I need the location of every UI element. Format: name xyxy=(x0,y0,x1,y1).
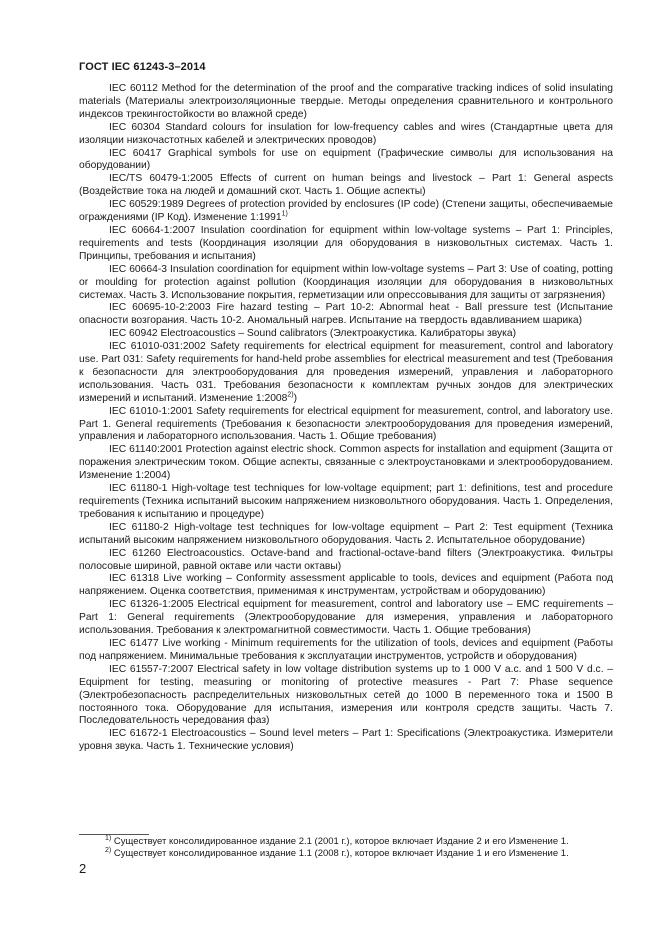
references-list xyxy=(79,83,613,754)
footnote-item: $^{2)}$ Существует консолидированное издание 1.1 (2008 г.), которое включает Издание 1 и его Изменение 1. xyxy=(105,846,569,859)
footnote-mark: 2) xyxy=(105,846,112,854)
reference-item: IEC 61180-1 High-voltage test techniques for low-voltage equipment; part 1: definitions, test and procedure requirements (Техника испытаний высоким напряжением низковольтного оборудования. Часть 1. Определения, требования к испытанию и процедуре) xyxy=(79,483,613,520)
reference-item: IEC 60695-10-2:2003 Fire hazard testing – Part 10-2: Abnormal heat - Ball pressure test (Испытание опасности возгорания. Часть 10-2. Аномальный нагрев. Испытание на твердость вдавливанием шарика) xyxy=(79,302,613,327)
page-number: 2 xyxy=(79,861,87,876)
reference-item: IEC 60417 Graphical symbols for use on equipment (Графические символы для использования на оборудовании) xyxy=(79,147,613,172)
footnote-ref: 1) xyxy=(281,210,288,218)
reference-item: IEC 60664-1:2007 Insulation coordination for equipment within low-voltage systems – Part 1: Principles, requirements and tests (Координация изоляции для оборудования в низковольтных системах. Часть 1. Принципы, требования и испытания) xyxy=(79,224,613,262)
reference-item: IEC 60529:1989 Degrees of protection provided by enclosures (IP code) (Степени защиты, обеспечиваемые ограждениями (IP Код). Изменение 1:1991$^{1)}$ xyxy=(79,199,613,224)
footnote-ref: 2) xyxy=(287,391,294,399)
reference-item: IEC 61326-1:2005 Electrical equipment for measurement, control and laboratory use – EMC requirements – Part 1: General requirements (Электрооборудование для измерения, управления и лабораторного использования. Требования к электромагнитной совместимости. Часть 1. Общие требования) xyxy=(79,599,613,637)
reference-item: IEC 60942 Electroacoustics – Sound calibrators (Электроакустика. Калибраторы звука) xyxy=(109,328,517,340)
reference-item: IEC 61672-1 Electroacoustics – Sound level meters – Part 1: Specifications (Электроакустика. Измерители уровня звука. Часть 1. Технические условия) xyxy=(79,728,613,753)
reference-item: IEC 61260 Electroacoustics. Octave-band and fractional-octave-band filters (Электроакустика. Фильтры полосовые шириной, равной октаве или части октавы) xyxy=(79,547,613,572)
reference-item: IEC 61140:2001 Protection against electric shock. Common aspects for installation and equipment (Защита от поражения электрическим током. Общие аспекты, связанные с электроустановками и электрооборудованием. Изменение 1:2004) xyxy=(79,444,613,482)
reference-item: IEC 61477 Live working - Minimum requirements for the utilization of tools, devices and equipment (Работы под напряжением. Минимальные требования к эксплуатации инструментов, устройств и оборудования) xyxy=(79,637,613,662)
reference-item: IEC/TS 60479-1:2005 Effects of current on human beings and livestock – Part 1: General aspects (Воздействие тока на людей и домашний скот. Часть 1. Общие аспекты) xyxy=(79,173,613,198)
reference-item: IEC 60304 Standard colours for insulation for low-frequency cables and wires (Стандартные цвета для изоляции низкочастотных кабелей и электрических проводов) xyxy=(79,121,613,146)
footnote-item: $^{1)}$ Существует консолидированное издание 2.1 (2001 г.), которое включает Издание 2 и его Изменение 1. xyxy=(105,834,569,847)
reference-item: IEC 61180-2 High-voltage test techniques for low-voltage equipment – Part 2: Test equipment (Техника испытаний высоким напряжением низковольтного оборудования. Часть 2. Испытательное оборудование) xyxy=(79,521,613,546)
footnotes xyxy=(79,836,613,860)
reference-item: IEC 60112 Method for the determination of the proof and the comparative tracking indices of solid insulating materials (Материалы электроизоляционные твердые. Методы определения сравнительного и контрольного индексов трекингостойкости во влажной среде) xyxy=(79,83,613,120)
footnote-mark: 1) xyxy=(105,834,112,842)
footnote-divider xyxy=(79,834,149,835)
reference-item: IEC 61318 Live working – Conformity assessment applicable to tools, devices and equipment (Работа под напряжением. Оценка соответствия, применимая к инструментам, устройствам и оборудованию) xyxy=(79,573,613,598)
document-header: ГОСТ IEC 61243-3–2014 xyxy=(79,61,206,73)
reference-item: IEC 61557-7:2007 Electrical safety in low voltage distribution systems up to 1 000 V a.c. and 1 500 V d.c. – Equipment for testing, measuring or monitoring of protective measures - Part 7: Phase sequence (Электробезопасность распределительных низковольтных сетей до 1000 В переменного тока и 1500 В постоянного тока. Оборудование для испытания, измерения или контроля средств защиты. Часть 7. Последовательность чередования фаз) xyxy=(79,663,613,727)
reference-item: IEC 61010-1:2001 Safety requirements for electrical equipment for measurement, control, and laboratory use. Part 1. General requirements (Требования к безопасности электрооборудования для проведения измерений, управления и лабораторного использования. Часть 1. Общие требования) xyxy=(79,405,613,443)
reference-item: IEC 60664-3 Insulation coordination for equipment within low-voltage systems – Part 3: Use of coating, potting or moulding for protection against pollution (Координация изоляции для оборудования в низковольтных системах. Часть 3. Использование покрытия, герметизации или опрессовывания для защиты от загрязнения) xyxy=(79,263,613,301)
reference-item: IEC 61010-031:2002 Safety requirements for electrical equipment for measurement, control and laboratory use. Part 031: Safety requirements for hand-held probe assemblies for electrical measurement and test (Требования к безопасности для электрооборудования для проведения измерений, управления и лабораторного использования. Часть 031. Требования безопасности к комплектам ручных зондов для электрических измерений и испытаний. Изменение 1:2008$^{2)}$) xyxy=(79,341,613,404)
